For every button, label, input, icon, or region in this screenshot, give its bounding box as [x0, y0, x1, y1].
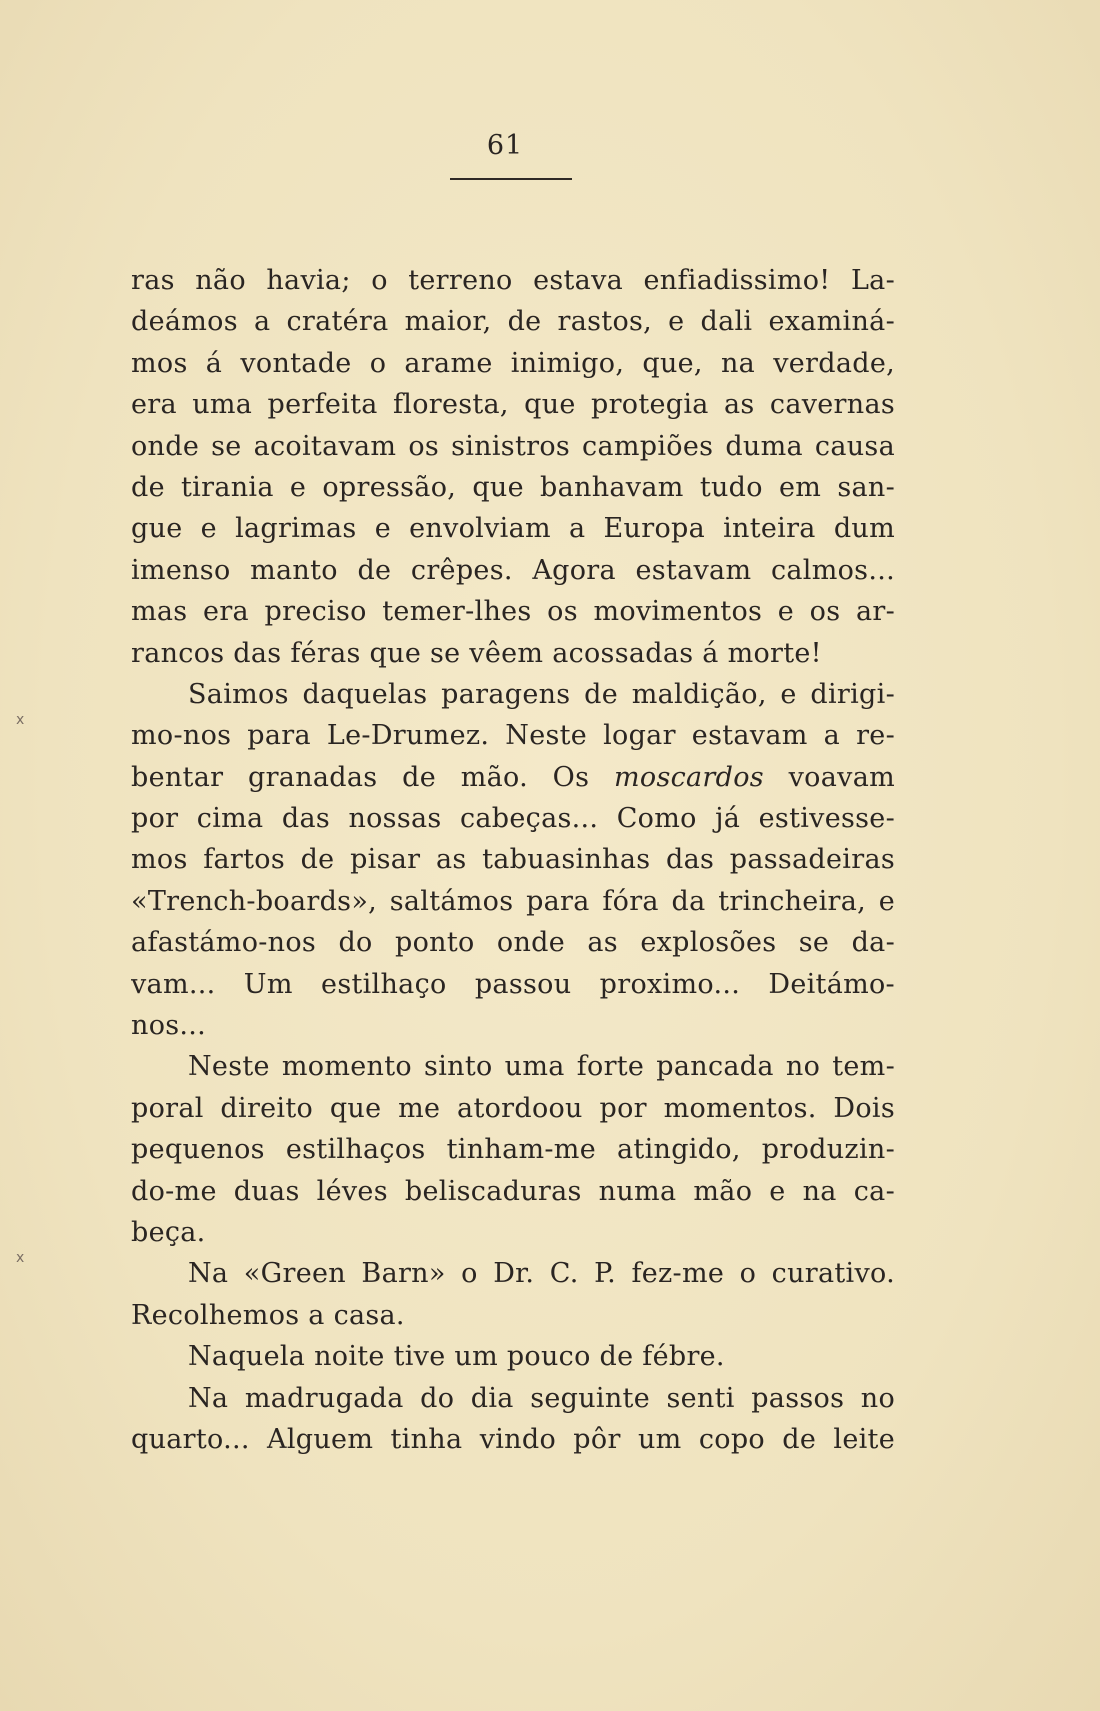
text-line: Na «Green Barn» o Dr. C. P. fez-me o curativo. — [188, 1258, 895, 1290]
text-line: mas era preciso temer-lhes os movimentos e os ar- — [131, 596, 895, 628]
text-line: Saimos daquelas paragens de maldição, e dirigi- — [188, 678, 895, 710]
text-line: «Trench-boards», saltámos para fóra da trincheira, e — [131, 885, 895, 917]
text-line: vam... Um estilhaço passou proximo... Deitámo- — [131, 968, 895, 1000]
text-line: Neste momento sinto uma forte pancada no tem- — [188, 1051, 895, 1083]
text-line: beça. — [131, 1216, 206, 1248]
text-line: mos fartos de pisar as tabuasinhas das passadeiras — [131, 844, 895, 876]
text-segment: voavam — [763, 761, 895, 793]
text-line: Recolhemos a casa. — [131, 1299, 405, 1331]
text-line: nos... — [131, 1010, 207, 1042]
margin-mark: x — [16, 712, 25, 728]
text-segment: bentar granadas de mão. Os — [131, 761, 614, 793]
text-line: afastámo-nos do ponto onde as explosões se da- — [131, 927, 895, 959]
header-rule — [450, 178, 572, 180]
page-number: 61 — [486, 130, 524, 161]
text-line: mo-nos para Le-Drumez. Neste logar estavam a re- — [131, 720, 895, 752]
text-line: quarto... Alguem tinha vindo pôr um copo de leite — [131, 1423, 895, 1455]
text-line: pequenos estilhaços tinham-me atingido, produzin- — [131, 1134, 895, 1166]
text-line: do-me duas léves beliscaduras numa mão e na ca- — [131, 1175, 895, 1207]
margin-mark: x — [16, 1250, 25, 1266]
body-text — [131, 260, 895, 1460]
text-line: rancos das féras que se vêem acossadas á morte! — [131, 637, 822, 669]
text-line: Naquela noite tive um pouco de fébre. — [188, 1341, 725, 1373]
text-line: mos á vontade o arame inimigo, que, na verdade, — [131, 347, 895, 379]
text-line: imenso manto de crêpes. Agora estavam calmos... — [131, 554, 895, 586]
text-line: deámos a cratéra maior, de rastos, e dali examiná- — [131, 306, 895, 338]
text-line: onde se acoitavam os sinistros campiões duma causa — [131, 430, 895, 462]
text-line: poral direito que me atordoou por momentos. Dois — [131, 1092, 895, 1124]
text-line: de tirania e opressão, que banhavam tudo em san- — [131, 471, 895, 503]
text-line: era uma perfeita floresta, que protegia as cavernas — [131, 389, 895, 421]
text-line: ras não havia; o terreno estava enfiadissimo! La- — [131, 265, 895, 296]
text-line: gue e lagrimas e envolviam a Europa inteira dum — [131, 513, 895, 545]
text-line — [131, 757, 895, 798]
italic-term: moscardos — [613, 761, 764, 793]
text-line: por cima das nossas cabeças... Como já estivesse- — [131, 803, 895, 835]
text-line: Na madrugada do dia seguinte senti passos no — [188, 1382, 895, 1414]
